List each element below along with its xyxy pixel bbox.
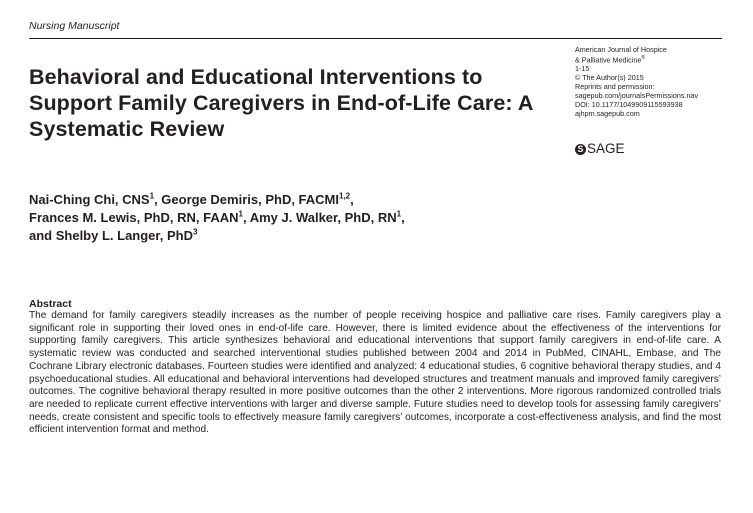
author-affiliation: 1 [149,191,155,201]
author-affiliation: 3 [192,227,198,237]
author-affiliation: 1,2 [339,191,351,201]
author-name: Frances M. Lewis, PhD, RN, FAAN [29,210,239,225]
publisher-name: SAGE [587,141,625,156]
journal-name-line2 [575,54,745,64]
sage-logo-icon: S [575,144,586,155]
header-rule [29,38,722,39]
author-affiliation: 1 [396,209,402,219]
abstract-heading: Abstract [29,298,72,310]
running-head: Nursing Manuscript [29,20,120,32]
author-name: Amy J. Walker, PhD, RN [249,210,397,225]
publisher-logo [575,142,625,156]
article-title: Behavioral and Educational Interventions to Support Family Caregivers in End-of-Life Care: A Systematic Review [29,65,533,141]
author-name: and Shelby L. Langer, PhD [29,228,193,243]
author-affiliation: 1 [238,209,243,219]
journal-name-line2-text: & Palliative Medicine [575,55,642,65]
author-name: George Demiris, PhD, FACMI [161,192,339,207]
doi-line[interactable]: DOI: 10.1177/1049909115593938 [575,100,683,110]
registered-mark: ® [641,55,646,61]
author-separator: , [242,210,250,225]
reprints-link[interactable]: sagepub.com/journalsPermissions.nav [575,91,699,101]
journal-meta [575,45,745,118]
page-range: 1-15 [575,64,590,74]
author-name: Nai-Ching Chi, CNS [29,192,150,207]
journal-url[interactable]: ajhpm.sagepub.com [575,109,640,119]
author-separator: , [401,210,405,225]
author-list [29,191,589,245]
abstract-text: The demand for family caregivers steadily increases as the number of people receiving hospice and palliative care rises. Family caregivers play a significant role in supporting their loved ones in end-of-life care. However, there is limited evidence about the effectiveness of the interventions for supporting family caregivers. This article synthesizes behavioral and educational interventions that support family caregivers in end-of-life care. A systematic review was conducted and searched interventional studies published between 2004 and 2014 in PubMed, CINAHL, Embase, and The Cochrane Library electronic databases. Fourteen studies were identified and analyzed: 4 educational studies, 6 cognitive behavioral therapy studies, and 4 psychoeducational studies. All educational and behavioral interventions had developed structures and treatment manuals and improved family caregivers’ outcomes. The cognitive behavioral therapy resulted in more positive outcomes than the other 2 interventions. More rigorous randomized controlled trials are needed to replicate current effective interventions with larger and diverse sample. Future studies need to develop tools for assessing family caregivers’ needs, create consistent and specific tools to effectively measure family caregivers’ outcomes, incorporate a cost-effectiveness analysis, and find the most efficient intervention format and method. [29,310,721,436]
author-separator: , [154,192,162,207]
author-separator: , [350,192,354,207]
reprints-label: Reprints and permission: [575,82,655,92]
journal-name-line1: American Journal of Hospice [575,45,667,54]
copyright-line: © The Author(s) 2015 [575,73,644,83]
